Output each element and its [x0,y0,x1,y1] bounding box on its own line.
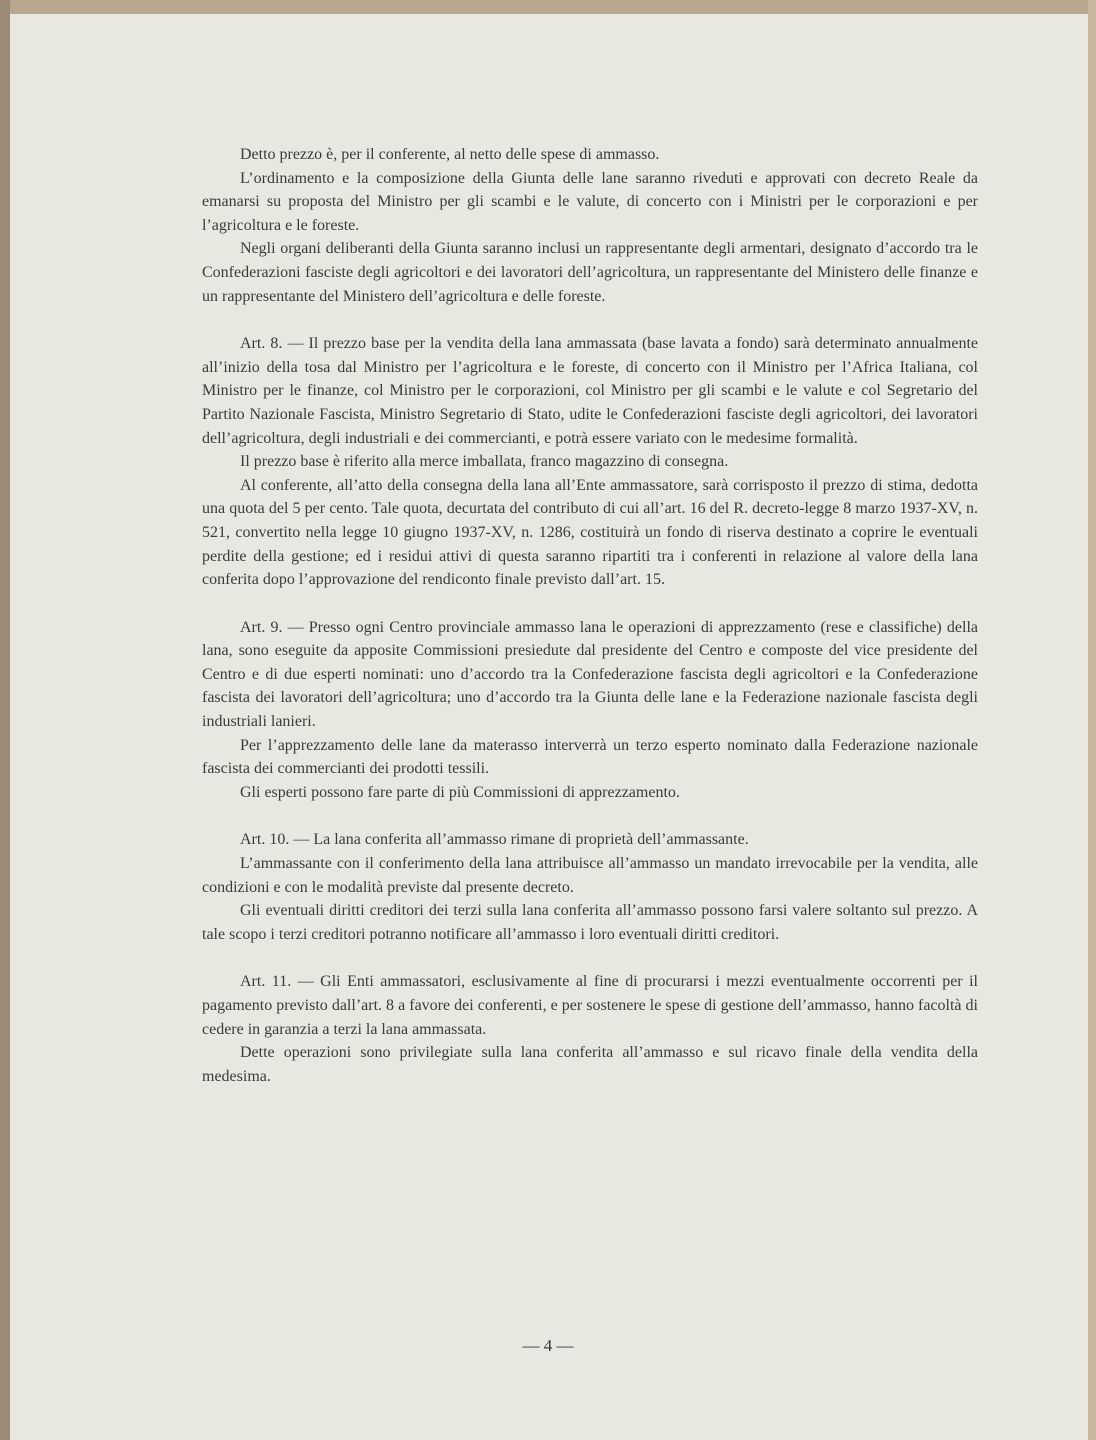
paragraph: L’ordinamento e la composizione della Giunta delle lane saranno riveduti e approvati con decreto Reale da emanarsi su proposta del Ministro per gli scambi e le valute, di concerto con i Ministri per le corporazioni e per l’agricoltura e le foreste. [202,169,978,234]
page-left-edge [0,0,10,1440]
paragraph: Negli organi deliberanti della Giunta saranno inclusi un rappresentante degli armentari, designato d’accordo tra le Confederazioni fasciste degli agricoltori e dei lavoratori dell’agricoltura, un rappresentante del Ministero delle finanze e un rappresentante del Ministero dell’agricoltura e delle foreste. [202,240,978,305]
page-top-edge [0,0,1096,14]
paragraph: Per l’apprezzamento delle lane da materasso interverrà un terzo esperto nominato dalla Federazione nazionale fascista dei commercianti dei prodotti tessili. [202,736,978,778]
paragraph: Gli esperti possono fare parte di più Commissioni di apprezzamento. [240,783,680,801]
paragraph: L’ammassante con il conferimento della lana attribuisce all’ammasso un mandato irrevocabile per la vendita, alle condizioni e con le modalità previste dal presente decreto. [202,855,978,896]
article-11: Art. 11. — Gli Enti ammassatori, esclusivamente al fine di procurarsi i mezzi eventualmente occorrenti per il pagamento previsto dall’art. 8 a favore dei conferenti, e per sostenere le spese di gestione dell’ammasso, hanno facoltà di cedere in garanzia a terzi la lana ammassata. [202,973,978,1038]
paragraph: Dette operazioni sono privilegiate sulla lana conferita all’ammasso e sul ricavo finale della vendita della medesima. [202,1044,978,1085]
article-8: Art. 8. — Il prezzo base per la vendita della lana ammassata (base lavata a fondo) sarà determinato annualmente all’inizio della tosa dal Ministro per l’agricoltura e le foreste, di concerto con il Ministro per l’Africa Italiana, col Ministro per le finanze, col Ministro per le corporazioni, col Ministro per gli scambi e le valute e col Segretario del Partito Nazionale Fascista, Ministro Segretario di Stato, udite le Confederazioni fasciste degli agricoltori, dei lavoratori dell’agricoltura, degli industriali e dei commercianti, e potrà essere variato con le medesime formalità. [202,335,978,447]
article-9: Art. 9. — Presso ogni Centro provinciale ammasso lana le operazioni di apprezzamento (rese e classifiche) della lana, sono eseguite da apposite Commissioni presiedute dal presidente del Centro e composte del vice presidente del Centro e di due esperti nominati: uno d’accordo tra la Confederazione fascista degli agricoltori e la Confederazione fascista dei lavoratori dell’agricoltura; uno d’accordo tra la Giunta delle lane e la Federazione nazionale fascista degli industriali lanieri. [202,618,978,731]
paragraph: Gli eventuali diritti creditori dei terzi sulla lana conferita all’ammasso possono farsi valere soltanto sul prezzo. A tale scopo i terzi creditori potranno notificare all’ammasso i loro eventuali diritti creditori. [202,902,978,943]
paragraph: Detto prezzo è, per il conferente, al netto delle spese di ammasso. [240,146,660,163]
article-10: Art. 10. — La lana conferita all’ammasso rimane di proprietà dell’ammassante. [240,831,749,849]
page-number: — 4 — [522,1336,574,1355]
paragraph: Al conferente, all’atto della consegna della lana all’Ente ammassatore, sarà corrisposto il prezzo di stima, dedotta una quota del 5 per cento. Tale quota, decurtata del contributo di cui all’art. 16 del R. decreto-legge 8 marzo 1937-XV, n. 521, convertito nella legge 10 giugno 1937-XV, n. 1286, costituirà un fondo di riserva destinato a coprire le eventuali perdite della gestione; ed i residui attivi di questa saranno ripartiti tra i conferenti in relazione al valore della lana conferita dopo l’approvazione del rendiconto finale previsto dall’art. 15. [202,476,978,589]
paragraph: Il prezzo base è riferito alla merce imballata, franco magazzino di consegna. [240,453,729,471]
document-body [202,143,978,1088]
page-right-edge [1088,0,1096,1440]
